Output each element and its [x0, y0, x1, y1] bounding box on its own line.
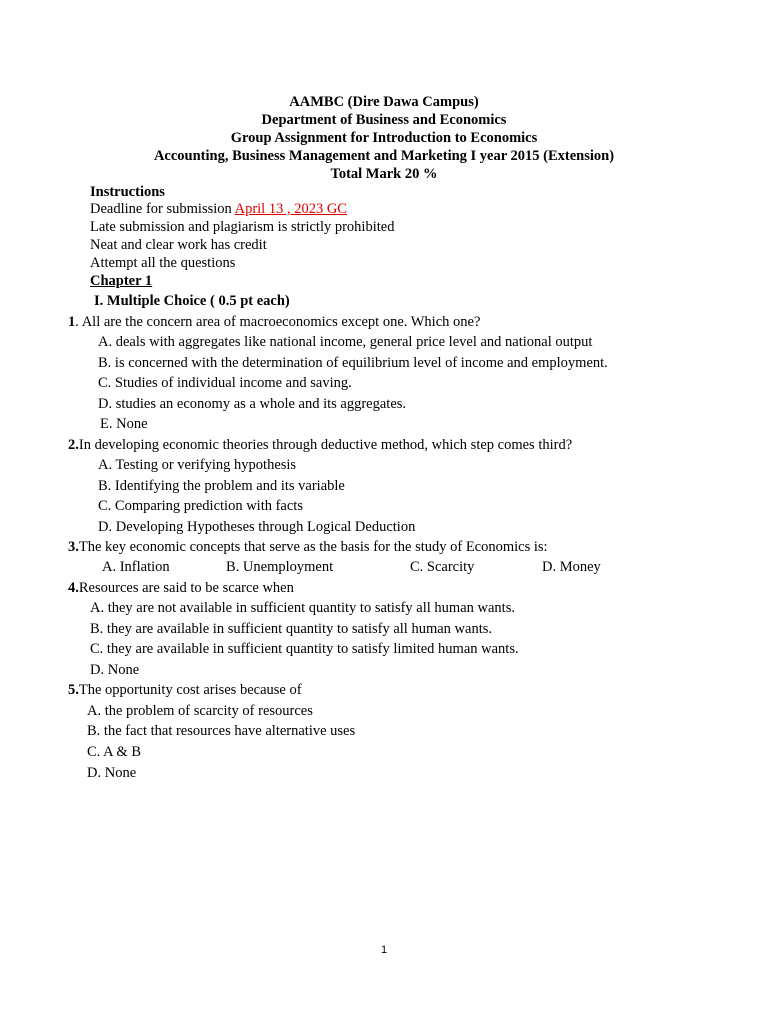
question-3-option-a: A. Inflation — [102, 559, 170, 575]
page-number: 1 — [380, 944, 388, 956]
question-1-option-d: D. studies an economy as a whole and its aggregates. — [98, 396, 407, 412]
header-institution: AAMBC (Dire Dawa Campus) — [289, 94, 479, 110]
question-number: 4. — [68, 580, 79, 596]
question-5 — [68, 682, 302, 699]
question-1 — [68, 314, 480, 331]
question-text: The opportunity cost arises because of — [78, 682, 302, 698]
question-1-option-b: B. is concerned with the determination of equilibrium level of income and employment. — [98, 355, 608, 371]
section-title: I. Multiple Choice ( 0.5 pt each) — [94, 293, 290, 309]
question-1-option-e: E. None — [100, 416, 148, 432]
question-text: In developing economic theories through deductive method, which step comes third? — [78, 437, 573, 453]
question-text: . All are the concern area of macroeconomics except one. Which one? — [75, 314, 481, 330]
question-4-option-b: B. they are available in sufficient quantity to satisfy all human wants. — [90, 621, 493, 637]
question-3-option-b: B. Unemployment — [226, 559, 334, 575]
question-2 — [68, 437, 572, 454]
instruction-attempt-all: Attempt all the questions — [90, 255, 236, 271]
instruction-late-submission: Late submission and plagiarism is strictly prohibited — [90, 219, 395, 235]
question-2-option-d: D. Developing Hypotheses through Logical Deduction — [98, 519, 416, 535]
question-3-option-d: D. Money — [542, 559, 601, 575]
question-1-option-c: C. Studies of individual income and saving. — [98, 375, 352, 391]
question-text: Resources are said to be scarce when — [78, 580, 294, 596]
question-1-option-a: A. deals with aggregates like national income, general price level and national output — [98, 334, 593, 350]
question-number: 3. — [68, 539, 79, 555]
header-department: Department of Business and Economics — [261, 112, 507, 128]
question-3-option-c: C. Scarcity — [410, 559, 475, 575]
question-5-option-a: A. the problem of scarcity of resources — [87, 703, 313, 719]
header-assignment: Group Assignment for Introduction to Economics — [230, 130, 538, 146]
instruction-neat-work: Neat and clear work has credit — [90, 237, 267, 253]
instruction-deadline — [90, 201, 347, 218]
deadline-date: April 13 , 2023 GC — [234, 201, 347, 217]
question-number: 1 — [68, 314, 76, 330]
header-total-mark: Total Mark 20 % — [330, 166, 438, 182]
question-3 — [68, 539, 548, 556]
question-text: The key economic concepts that serve as the basis for the study of Economics is: — [78, 539, 548, 555]
question-2-option-c: C. Comparing prediction with facts — [98, 498, 303, 514]
question-4-option-d: D. None — [90, 662, 140, 678]
question-5-option-c: C. A & B — [87, 744, 141, 760]
question-4 — [68, 580, 294, 597]
instructions-title: Instructions — [90, 184, 165, 200]
chapter-title: Chapter 1 — [90, 273, 153, 289]
deadline-label: Deadline for submission — [90, 201, 235, 217]
question-number: 5. — [68, 682, 79, 698]
question-2-option-b: B. Identifying the problem and its variable — [98, 478, 345, 494]
header-program: Accounting, Business Management and Marketing I year 2015 (Extension) — [153, 148, 615, 164]
question-5-option-d: D. None — [87, 765, 137, 781]
question-2-option-a: A. Testing or verifying hypothesis — [98, 457, 297, 473]
question-4-option-a: A. they are not available in sufficient quantity to satisfy all human wants. — [90, 600, 515, 616]
question-5-option-b: B. the fact that resources have alternative uses — [87, 723, 356, 739]
question-4-option-c: C. they are available in sufficient quantity to satisfy limited human wants. — [90, 641, 519, 657]
question-number: 2. — [68, 437, 79, 453]
